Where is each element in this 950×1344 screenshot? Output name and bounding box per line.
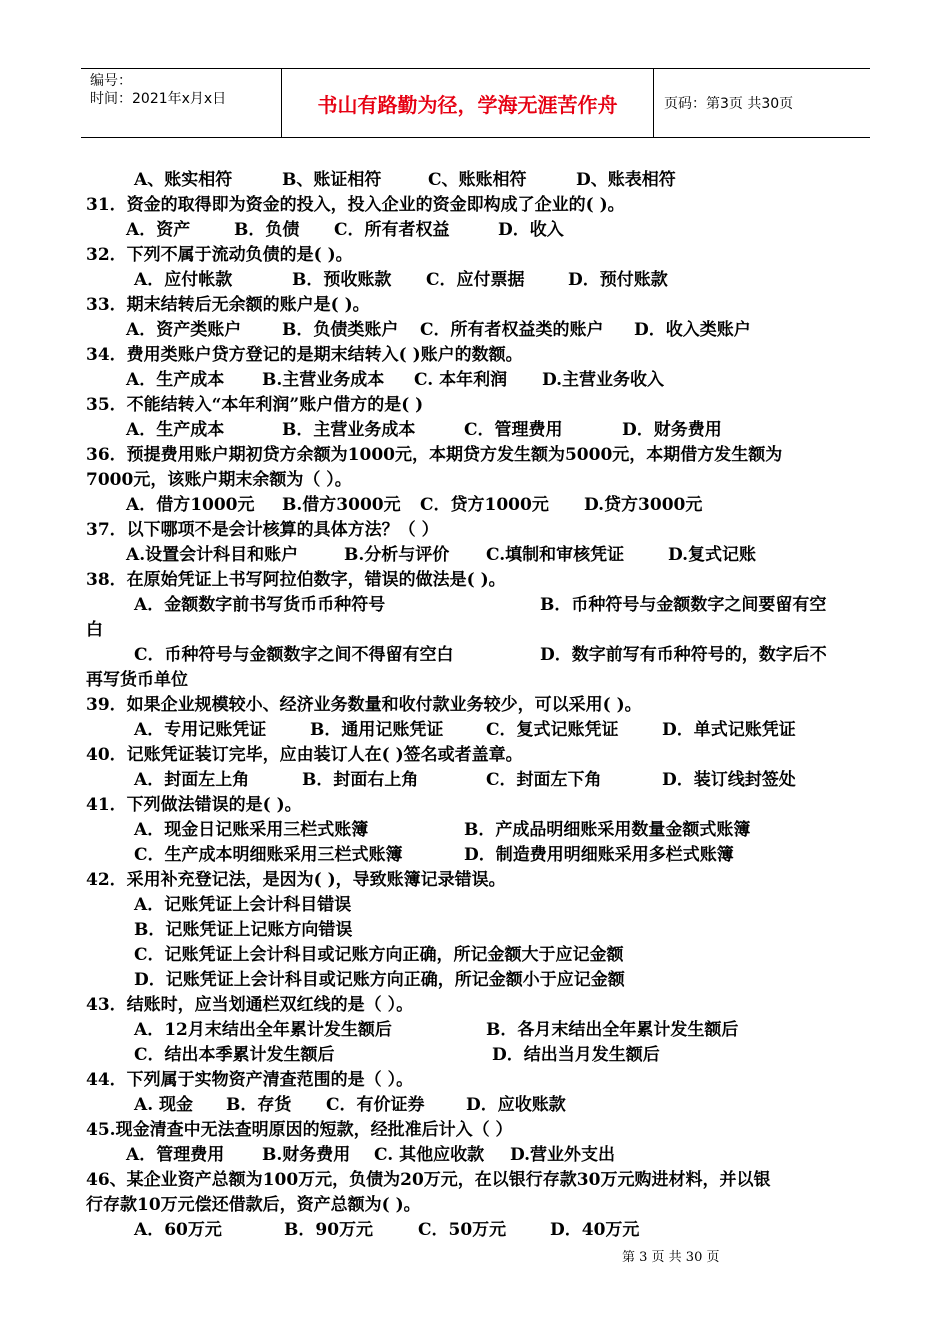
text-line <box>86 843 868 868</box>
answer-option: D.复式记账 <box>668 545 757 565</box>
answer-option: D．单式记账凭证 <box>662 720 796 740</box>
answer-option: C．结出本季累计发生额后 <box>134 1045 335 1065</box>
text-segment: 41．下列做法错误的是( )。 <box>86 795 302 815</box>
answer-option: B.财务费用 <box>262 1145 351 1165</box>
answer-option: A．借方1000元 <box>126 495 255 515</box>
answer-option: C．生产成本明细账采用三栏式账簿 <box>134 845 403 865</box>
text-line <box>86 568 868 593</box>
text-line <box>86 618 868 643</box>
text-line <box>86 218 868 243</box>
answer-option: A．12月末结出全年累计发生额后 <box>134 1020 392 1040</box>
answer-option: B．通用记账凭证 <box>310 720 444 740</box>
text-line <box>86 343 868 368</box>
text-segment: 38．在原始凭证上书写阿拉伯数字，错误的做法是( )。 <box>86 570 506 590</box>
answer-option: B．负债类账户 <box>282 320 399 340</box>
answer-option: B．90万元 <box>284 1220 374 1240</box>
answer-option: C. 本年利润 <box>414 370 508 390</box>
answer-option: C. 其他应收款 <box>374 1145 485 1165</box>
text-segment: D．记账凭证上会计科目或记账方向正确，所记金额小于应记金额 <box>134 970 625 990</box>
answer-option: B．负债 <box>234 220 300 240</box>
header-info-cell <box>81 69 282 137</box>
answer-option: C．50万元 <box>418 1220 507 1240</box>
answer-option: D．预付账款 <box>568 270 668 290</box>
text-segment: 45.现金清查中无法查明原因的短款，经批准后计入（ ） <box>86 1120 513 1140</box>
page-header <box>81 68 870 138</box>
answer-option: D．收入类账户 <box>634 320 751 340</box>
answer-option: A．生产成本 <box>126 370 225 390</box>
answer-option: B、账证相符 <box>282 170 382 190</box>
text-line <box>86 1043 868 1068</box>
text-line <box>86 1193 868 1218</box>
text-line <box>86 718 868 743</box>
text-segment: 46、某企业资产总额为100万元，负债为20万元，在以银行存款30万元购进材料，并以银 <box>86 1170 771 1190</box>
answer-option: C．贷方1000元 <box>420 495 549 515</box>
answer-option: A.设置会计科目和账户 <box>126 545 299 565</box>
text-line <box>86 668 868 693</box>
text-segment: 44．下列属于实物资产清查范围的是（ ）。 <box>86 1070 414 1090</box>
text-line <box>86 868 868 893</box>
text-line <box>86 1143 868 1168</box>
answer-option: A．管理费用 <box>126 1145 225 1165</box>
text-segment: 39．如果企业规模较小、经济业务数量和收付款业务较少，可以采用( )。 <box>86 695 642 715</box>
answer-option: C．应付票据 <box>426 270 525 290</box>
text-line <box>86 1018 868 1043</box>
text-segment: C．记账凭证上会计科目或记账方向正确，所记金额大于应记金额 <box>134 945 624 965</box>
answer-option: B．封面右上角 <box>302 770 419 790</box>
answer-option: C．封面左下角 <box>486 770 602 790</box>
answer-option: D．40万元 <box>550 1220 640 1240</box>
text-segment: A．记账凭证上会计科目错误 <box>134 895 352 915</box>
answer-option: B．币种符号与金额数字之间要留有空 <box>540 595 827 615</box>
answer-option: A．金额数字前书写货币币种符号 <box>134 595 386 615</box>
answer-option: A. 现金 <box>134 1095 194 1115</box>
text-segment: 32．下列不属于流动负债的是( )。 <box>86 245 353 265</box>
answer-option: B．存货 <box>226 1095 292 1115</box>
answer-option: D．制造费用明细账采用多栏式账簿 <box>464 845 734 865</box>
answer-option: C．所有者权益 <box>334 220 450 240</box>
answer-option: A．生产成本 <box>126 420 225 440</box>
document-number-label: 编号： <box>90 73 132 89</box>
answer-option: A．应付帐款 <box>134 270 233 290</box>
answer-option: B．产成品明细账采用数量金额式账簿 <box>464 820 751 840</box>
answer-option: D．财务费用 <box>622 420 722 440</box>
text-line <box>86 543 868 568</box>
text-line <box>86 1093 868 1118</box>
text-segment: B．记账凭证上记账方向错误 <box>134 920 353 940</box>
text-line <box>86 168 868 193</box>
text-line <box>86 693 868 718</box>
text-segment: 33．期末结转后无余额的账户是( )。 <box>86 295 370 315</box>
text-line <box>86 1068 868 1093</box>
text-line <box>86 468 868 493</box>
text-line <box>86 968 868 993</box>
answer-option: D.主营业务收入 <box>542 370 665 390</box>
text-line <box>86 443 868 468</box>
document-time-label: 时间：2021年x月x日 <box>90 91 227 107</box>
text-line <box>86 243 868 268</box>
answer-option: A．封面左上角 <box>134 770 250 790</box>
text-segment: 白 <box>86 620 103 640</box>
text-line <box>86 518 868 543</box>
text-line <box>86 1168 868 1193</box>
answer-option: A．现金日记账采用三栏式账簿 <box>134 820 369 840</box>
text-line <box>86 393 868 418</box>
text-line <box>86 1118 868 1143</box>
text-segment: 7000元，该账户期末余额为（ ）。 <box>86 470 352 490</box>
text-line <box>86 293 868 318</box>
text-segment: 31．资金的取得即为资金的投入，投入企业的资金即构成了企业的( )。 <box>86 195 625 215</box>
text-line <box>86 793 868 818</box>
text-line <box>86 818 868 843</box>
text-line <box>86 893 868 918</box>
text-segment: 再写货币单位 <box>86 670 188 690</box>
text-segment: 35．不能结转入“本年利润”账户借方的是( ) <box>86 395 424 415</box>
answer-option: D．应收账款 <box>466 1095 566 1115</box>
answer-option: A．60万元 <box>134 1220 222 1240</box>
text-line <box>86 743 868 768</box>
answer-option: A．资产 <box>126 220 191 240</box>
answer-option: B.分析与评价 <box>344 545 450 565</box>
answer-option: C．管理费用 <box>464 420 563 440</box>
text-line <box>86 943 868 968</box>
footer-page-number: 第 3 页 共 30 页 <box>622 1250 720 1265</box>
answer-option: C.填制和审核凭证 <box>486 545 625 565</box>
text-line <box>86 268 868 293</box>
answer-option: D．收入 <box>498 220 564 240</box>
answer-option: D.营业外支出 <box>510 1145 616 1165</box>
text-segment: 42．采用补充登记法，是因为( )，导致账簿记录错误。 <box>86 870 506 890</box>
answer-option: D．结出当月发生额后 <box>492 1045 660 1065</box>
text-line <box>86 318 868 343</box>
text-line <box>86 1218 868 1243</box>
answer-option: D．数字前写有币种符号的，数字后不 <box>540 645 827 665</box>
answer-option: B．主营业务成本 <box>282 420 416 440</box>
text-line <box>86 418 868 443</box>
answer-option: C、账账相符 <box>428 170 527 190</box>
text-segment: 行存款10万元偿还借款后，资产总额为( )。 <box>86 1195 421 1215</box>
text-line <box>86 768 868 793</box>
text-line <box>86 193 868 218</box>
text-line <box>86 493 868 518</box>
text-line <box>86 593 868 618</box>
answer-option: B.主营业务成本 <box>262 370 385 390</box>
text-line <box>86 993 868 1018</box>
text-segment: 43．结账时，应当划通栏双红线的是（ ）。 <box>86 995 414 1015</box>
text-segment: 37．以下哪项不是会计核算的具体方法？（ ） <box>86 520 439 540</box>
answer-option: D．装订线封签处 <box>662 770 796 790</box>
answer-option: B．各月末结出全年累计发生额后 <box>486 1020 739 1040</box>
answer-option: C．所有者权益类的账户 <box>420 320 604 340</box>
answer-option: A．资产类账户 <box>126 320 242 340</box>
text-line <box>86 643 868 668</box>
answer-option: A．专用记账凭证 <box>134 720 267 740</box>
text-line <box>86 918 868 943</box>
text-segment: 36．预提费用账户期初贷方余额为1000元，本期贷方发生额为5000元，本期借方发生额为 <box>86 445 783 465</box>
answer-option: A、账实相符 <box>134 170 233 190</box>
answer-option: B.借方3000元 <box>282 495 401 515</box>
text-segment: 40．记账凭证装订完毕，应由装订人在( )签名或者盖章。 <box>86 745 523 765</box>
answer-option: C．币种符号与金额数字之间不得留有空白 <box>134 645 454 665</box>
answer-option: D.贷方3000元 <box>584 495 703 515</box>
answer-option: C．复式记账凭证 <box>486 720 619 740</box>
answer-option: D、账表相符 <box>576 170 676 190</box>
answer-option: C．有价证券 <box>326 1095 425 1115</box>
text-line <box>86 368 868 393</box>
answer-option: B．预收账款 <box>292 270 392 290</box>
header-page-label: 页码：第3页 共30页 <box>664 96 794 112</box>
text-segment: 34．费用类账户贷方登记的是期末结转入( )账户的数额。 <box>86 345 523 365</box>
header-motto: 书山有路勤为径，学海无涯苦作舟 <box>282 69 654 137</box>
